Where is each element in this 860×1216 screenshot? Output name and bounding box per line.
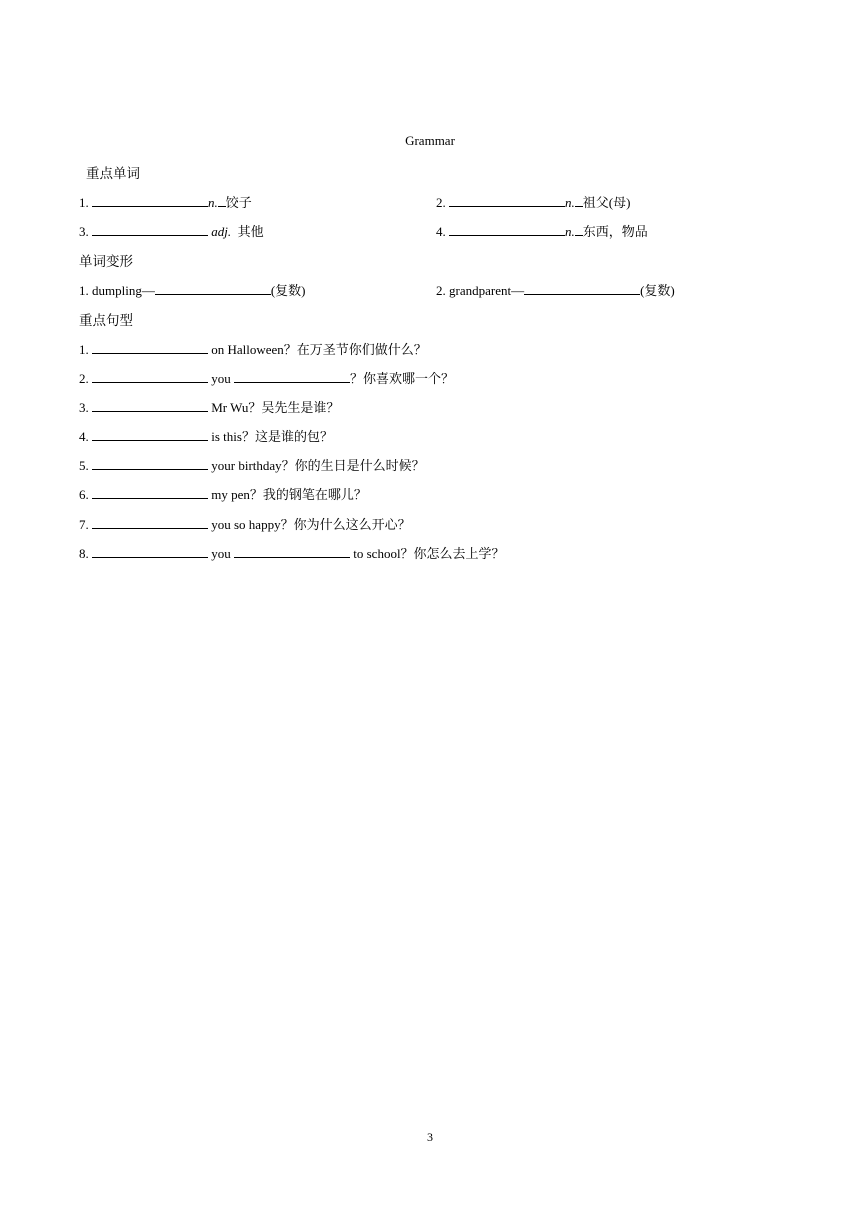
form-prefix: 1. dumpling— xyxy=(79,283,155,298)
word-meaning: 其他 xyxy=(237,224,264,239)
sentence-text: on Halloween？在万圣节你们做什么？ xyxy=(208,342,427,357)
sentence-text: Mr Wu？吴先生是谁？ xyxy=(208,400,340,415)
form-item-1 xyxy=(79,280,306,299)
answer-blank[interactable] xyxy=(92,487,208,499)
sentence-text: my pen？我的钢笔在哪儿？ xyxy=(208,487,367,502)
answer-blank[interactable] xyxy=(234,546,350,558)
sentence-item-3 xyxy=(79,397,339,416)
item-number: 4. xyxy=(436,224,449,239)
answer-blank[interactable] xyxy=(92,400,208,412)
answer-blank[interactable] xyxy=(449,195,565,207)
form-item-2 xyxy=(436,280,675,299)
item-number: 7. xyxy=(79,517,92,532)
answer-blank[interactable] xyxy=(524,283,640,295)
section-heading-word-forms: 单词变形 xyxy=(79,254,133,269)
page-number: 3 xyxy=(427,1130,433,1144)
underline-mark xyxy=(575,195,583,207)
word-meaning: 祖父(母) xyxy=(582,195,631,210)
sentence-item-8 xyxy=(79,543,505,562)
item-number: 8. xyxy=(79,546,92,561)
word-item-3 xyxy=(79,221,264,240)
sentence-text: you so happy？你为什么这么开心？ xyxy=(208,517,411,532)
item-number: 1. xyxy=(79,195,92,210)
part-of-speech: n. xyxy=(565,224,575,239)
word-item-4 xyxy=(436,221,648,240)
answer-blank[interactable] xyxy=(449,224,565,236)
form-suffix: (复数) xyxy=(270,283,306,298)
part-of-speech: adj. xyxy=(211,224,232,239)
sentence-item-1 xyxy=(79,339,427,358)
sentence-text: is this？这是谁的包？ xyxy=(208,429,333,444)
sentence-item-4 xyxy=(79,426,333,445)
sentence-text: you xyxy=(208,371,234,386)
answer-blank[interactable] xyxy=(92,458,208,470)
section-heading-key-sentences: 重点句型 xyxy=(79,313,133,328)
sentence-item-6 xyxy=(79,484,367,503)
underline-mark xyxy=(218,195,226,207)
item-number: 1. xyxy=(79,342,92,357)
word-item-2 xyxy=(436,192,630,211)
sentence-item-2 xyxy=(79,368,454,387)
answer-blank[interactable] xyxy=(92,342,208,354)
part-of-speech: n. xyxy=(565,195,575,210)
form-suffix: (复数) xyxy=(640,283,675,298)
sentence-text-end: ？你喜欢哪一个？ xyxy=(350,371,455,386)
word-meaning: 饺子 xyxy=(225,195,252,210)
item-number: 2. xyxy=(79,371,92,386)
form-prefix: 2. grandparent— xyxy=(436,283,525,298)
page-title: Grammar xyxy=(405,133,455,148)
sentence-text: your birthday？你的生日是什么时候？ xyxy=(208,458,425,473)
underline-mark xyxy=(575,224,583,236)
part-of-speech: n. xyxy=(208,195,218,210)
item-number: 2. xyxy=(436,195,449,210)
sentence-item-5 xyxy=(79,455,425,474)
item-number: 6. xyxy=(79,487,92,502)
item-number: 4. xyxy=(79,429,92,444)
word-item-1 xyxy=(79,192,252,211)
section-heading-key-words: 重点单词 xyxy=(86,166,140,181)
answer-blank[interactable] xyxy=(92,546,208,558)
answer-blank[interactable] xyxy=(155,283,271,295)
item-number: 3. xyxy=(79,224,92,239)
answer-blank[interactable] xyxy=(92,224,208,236)
answer-blank[interactable] xyxy=(92,371,208,383)
answer-blank[interactable] xyxy=(234,371,350,383)
answer-blank[interactable] xyxy=(92,517,208,529)
sentence-text-end: to school？你怎么去上学？ xyxy=(350,546,505,561)
item-number: 3. xyxy=(79,400,92,415)
item-number: 5. xyxy=(79,458,92,473)
sentence-text: you xyxy=(208,546,234,561)
answer-blank[interactable] xyxy=(92,195,208,207)
sentence-item-7 xyxy=(79,514,411,533)
word-meaning: 东西，物品 xyxy=(582,224,648,239)
answer-blank[interactable] xyxy=(92,429,208,441)
